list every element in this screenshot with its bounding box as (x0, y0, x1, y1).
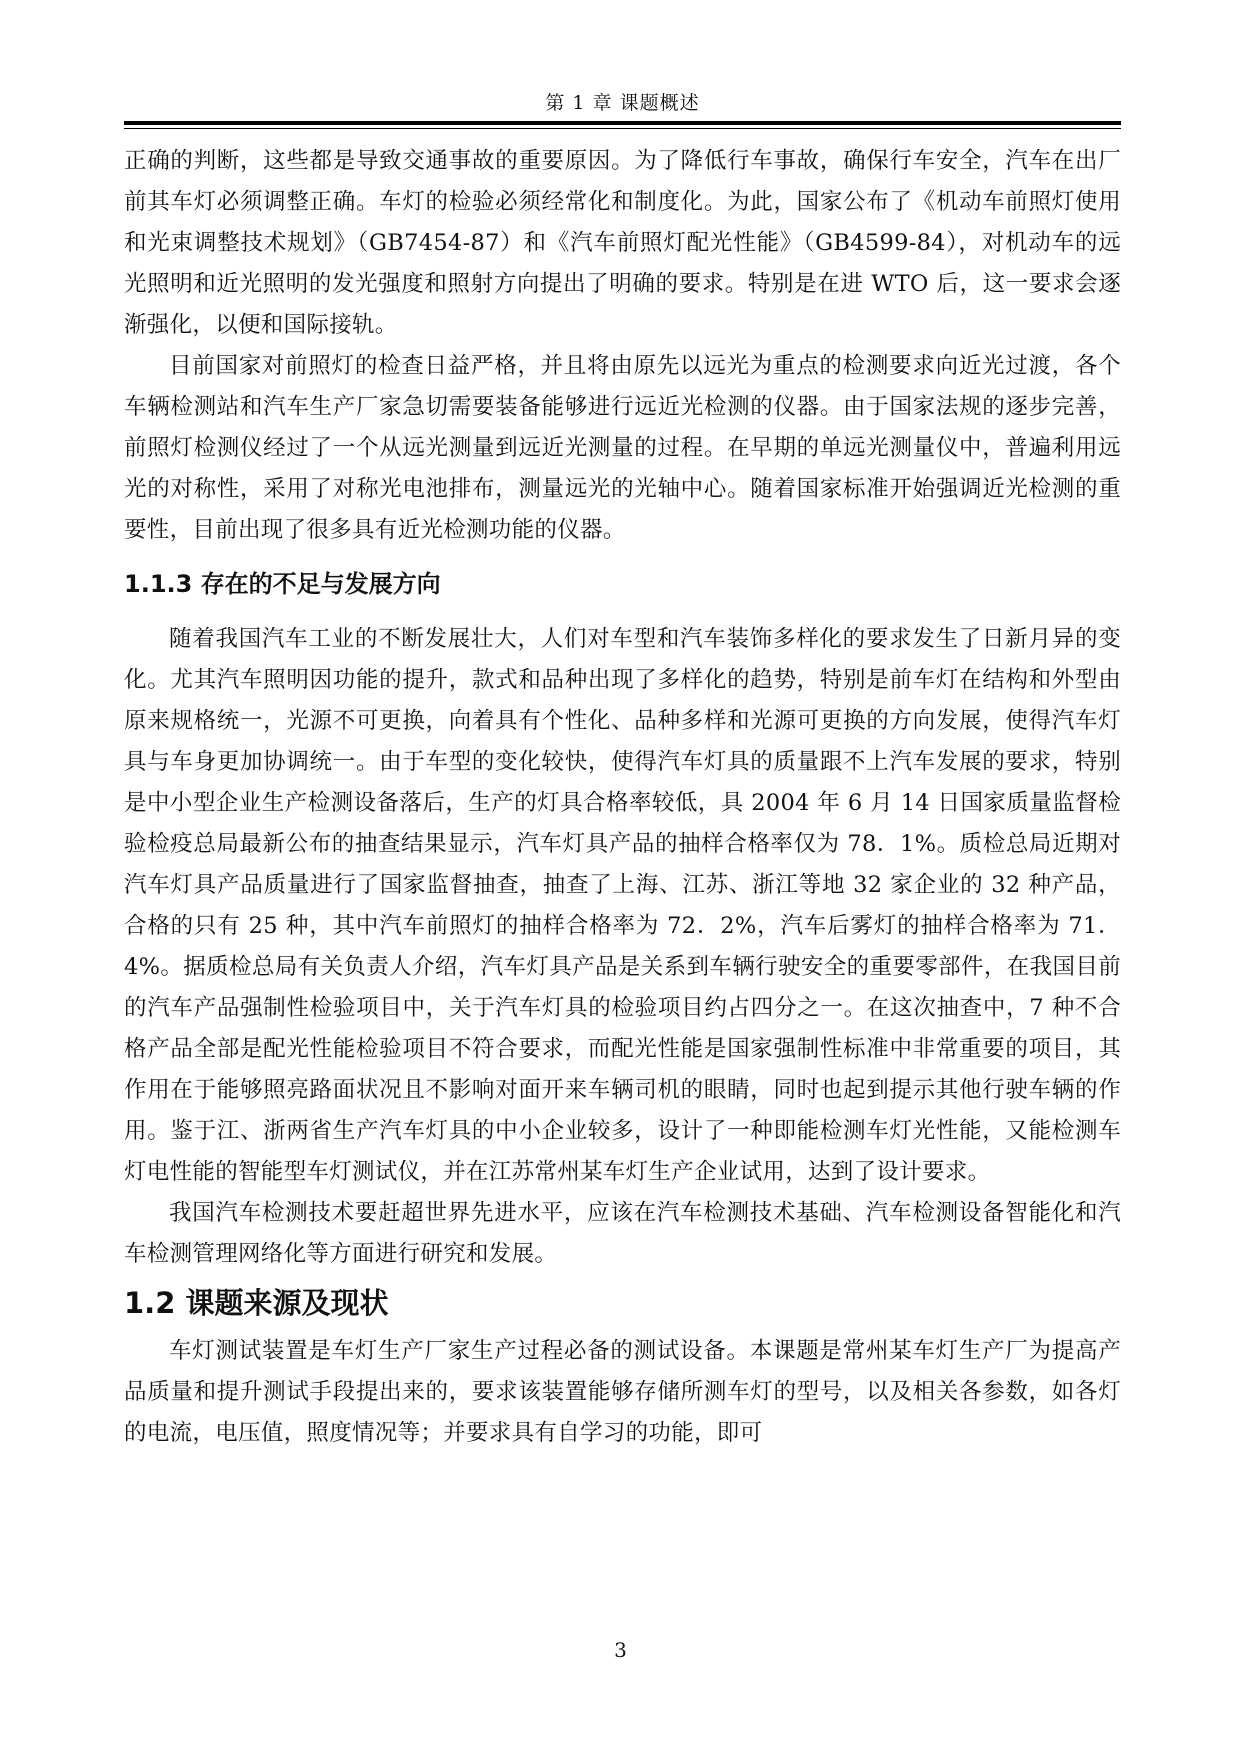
paragraph: 车灯测试装置是车灯生产厂家生产过程必备的测试设备。本课题是常州某车灯生产厂为提高产品质量和提升测试手段提出来的，要求该装置能够存储所测车灯的型号，以及相关各参数，如各灯的电流，电压值，照度情况等；并要求具有自学习的功能，即可 (124, 1338, 1121, 1446)
running-header: 第 1 章 课题概述 (545, 92, 700, 114)
page-number: 3 (614, 1638, 627, 1662)
body-content (124, 141, 1121, 1454)
paragraph-continued: 正确的判断，这些都是导致交通事故的重要原因。为了降低行车事故，确保行车安全，汽车在出厂前其车灯必须调整正确。车灯的检验必须经常化和制度化。为此，国家公布了《机动车前照灯使用和光束调整技术规划》（GB7454-87）和《汽车前照灯配光性能》（GB4599-84），对机动车的远光照明和近光照明的发光强度和照射方向提出了明确的要求。特别是在进 WTO 后，这一要求会逐渐强化，以便和国际接轨。 (124, 148, 1121, 338)
paragraph: 目前国家对前照灯的检查日益严格，并且将由原先以远光为重点的检测要求向近光过渡，各个车辆检测站和汽车生产厂家急切需要装备能够进行远近光检测的仪器。由于国家法规的逐步完善，前照灯检测仪经过了一个从远光测量到远近光测量的过程。在早期的单远光测量仪中，普遍利用远光的对称性，采用了对称光电池排布，测量远光的光轴中心。随着国家标准开始强调近光检测的重要性，目前出现了很多具有近光检测功能的仪器。 (124, 353, 1121, 543)
paragraph: 我国汽车检测技术要赶超世界先进水平，应该在汽车检测技术基础、汽车检测设备智能化和汽车检测管理网络化等方面进行研究和发展。 (124, 1200, 1121, 1267)
paragraph: 随着我国汽车工业的不断发展壮大，人们对车型和汽车装饰多样化的要求发生了日新月异的变化。尤其汽车照明因功能的提升，款式和品种出现了多样化的趋势，特别是前车灯在结构和外型由原来规格统一，光源不可更换，向着具有个性化、品种多样和光源可更换的方向发展，使得汽车灯具与车身更加协调统一。由于车型的变化较快，使得汽车灯具的质量跟不上汽车发展的要求，特别是中小型企业生产检测设备落后，生产的灯具合格率较低，具 2004 年 6 月 14 日国家质量监督检验检疫总局最新公布的抽查结果显示，汽车灯具产品的抽样合格率仅为 78．1%。质检总局近期对汽车灯具产品质量进行了国家监督抽查，抽查了上海、江苏、浙江等地 32 家企业的 32 种产品，合格的只有 25 种，其中汽车前照灯的抽样合格率为 72．2%，汽车后雾灯的抽样合格率为 71．4%。据质检总局有关负责人介绍，汽车灯具产品是关系到车辆行驶安全的重要零部件，在我国目前的汽车产品强制性检验项目中，关于汽车灯具的检验项目约占四分之一。在这次抽查中，7 种不合格产品全部是配光性能检验项目不符合要求，而配光性能是国家强制性标准中非常重要的项目，其作用在于能够照亮路面状况且不影响对面开来车辆司机的眼睛，同时也起到提示其他行驶车辆的作用。鉴于江、浙两省生产汽车灯具的中小企业较多，设计了一种即能检测车灯光性能，又能检测车灯电性能的智能型车灯测试仪，并在江苏常州某车灯生产企业试用，达到了设计要求。 (124, 626, 1121, 1185)
header-rule-thick (124, 121, 1121, 125)
subsection-heading: 1.1.3 存在的不足与发展方向 (124, 570, 441, 598)
section-heading: 1.2 课题来源及现状 (124, 1286, 389, 1320)
header-rule-thin (124, 128, 1121, 129)
